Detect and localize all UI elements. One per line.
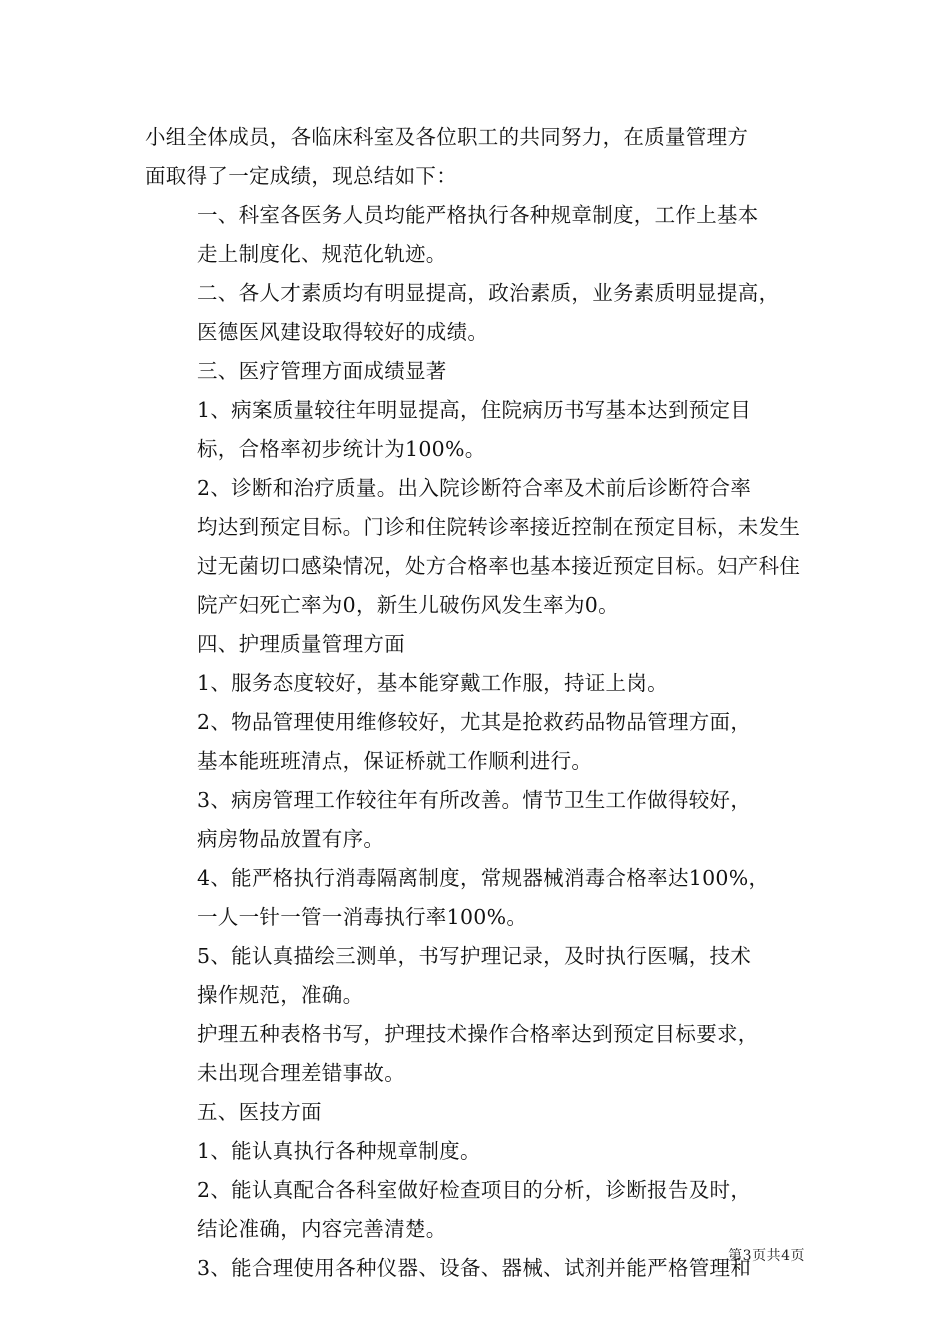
text-line: 标，合格率初步统计为100%。 — [197, 437, 486, 461]
text-line: 操作规范，准确。 — [197, 983, 364, 1007]
text-line: 三、医疗管理方面成绩显著 — [197, 359, 447, 383]
paragraph-p13 — [145, 1093, 817, 1132]
text-line: 护理五种表格书写，护理技术操作合格率达到预定目标要求， — [197, 1022, 759, 1046]
paragraph-p6 — [145, 625, 817, 664]
text-line: 未出现合理差错事故。 — [197, 1061, 405, 1085]
text-line: 病房物品放置有序。 — [197, 827, 385, 851]
text-line: 均达到预定目标。门诊和住院转诊率接近控制在预定目标，未发生 — [197, 515, 801, 539]
text-line: 面取得了一定成绩，现总结如下： — [145, 164, 457, 188]
text-line: 1、能认真执行各种规章制度。 — [197, 1139, 481, 1163]
text-line: 四、护理质量管理方面 — [197, 632, 405, 656]
paragraph-p9 — [145, 781, 817, 859]
text-line: 2、能认真配合各科室做好检查项目的分析，诊断报告及时， — [197, 1178, 752, 1202]
page-number-footer: 第3页共4页 — [728, 1248, 805, 1264]
text-line: 4、能严格执行消毒隔离制度，常规器械消毒合格率达100%， — [197, 866, 770, 890]
paragraph-p15 — [145, 1171, 817, 1249]
text-line: 2、诊断和治疗质量。出入院诊断符合率及术前后诊断符合率 — [197, 476, 752, 500]
text-line: 走上制度化、规范化轨迹。 — [197, 242, 447, 266]
text-line: 小组全体成员，各临床科室及各位职工的共同努力，在质量管理方 — [145, 125, 749, 149]
paragraph-p5 — [145, 469, 817, 625]
text-line: 1、服务态度较好，基本能穿戴工作服，持证上岗。 — [197, 671, 668, 695]
text-line: 3、病房管理工作较往年有所改善。情节卫生工作做得较好， — [197, 788, 752, 812]
paragraph-p7 — [145, 664, 817, 703]
text-line: 五、医技方面 — [197, 1100, 322, 1124]
text-line: 过无菌切口感染情况，处方合格率也基本接近预定目标。妇产科住 — [197, 554, 801, 578]
text-line: 3、能合理使用各种仪器、设备、器械、试剂并能严格管理和 — [197, 1256, 752, 1280]
paragraph-p14 — [145, 1132, 817, 1171]
text-line: 结论准确，内容完善清楚。 — [197, 1217, 447, 1241]
paragraph-p4 — [145, 391, 817, 469]
document-body — [145, 118, 817, 1288]
paragraph-p10 — [145, 859, 817, 937]
text-line: 一、科室各医务人员均能严格执行各种规章制度，工作上基本 — [197, 203, 759, 227]
text-line: 基本能班班清点，保证桥就工作顺利进行。 — [197, 749, 593, 773]
paragraph-p3 — [145, 352, 817, 391]
text-line: 5、能认真描绘三测单，书写护理记录，及时执行医嘱，技术 — [197, 944, 752, 968]
text-line: 医德医风建设取得较好的成绩。 — [197, 320, 489, 344]
paragraph-p2 — [145, 274, 817, 352]
paragraph-p8 — [145, 703, 817, 781]
paragraph-p0 — [145, 118, 817, 196]
text-line: 二、各人才素质均有明显提高，政治素质，业务素质明显提高， — [197, 281, 780, 305]
text-line: 2、物品管理使用维修较好，尤其是抢救药品物品管理方面， — [197, 710, 752, 734]
paragraph-p11 — [145, 937, 817, 1015]
text-line: 院产妇死亡率为0，新生儿破伤风发生率为0。 — [197, 593, 619, 617]
paragraph-p16 — [145, 1249, 817, 1288]
paragraph-p1 — [145, 196, 817, 274]
paragraph-p12 — [145, 1015, 817, 1093]
text-line: 一人一针一管一消毒执行率100%。 — [197, 905, 528, 929]
text-line: 1、病案质量较往年明显提高，住院病历书写基本达到预定目 — [197, 398, 752, 422]
